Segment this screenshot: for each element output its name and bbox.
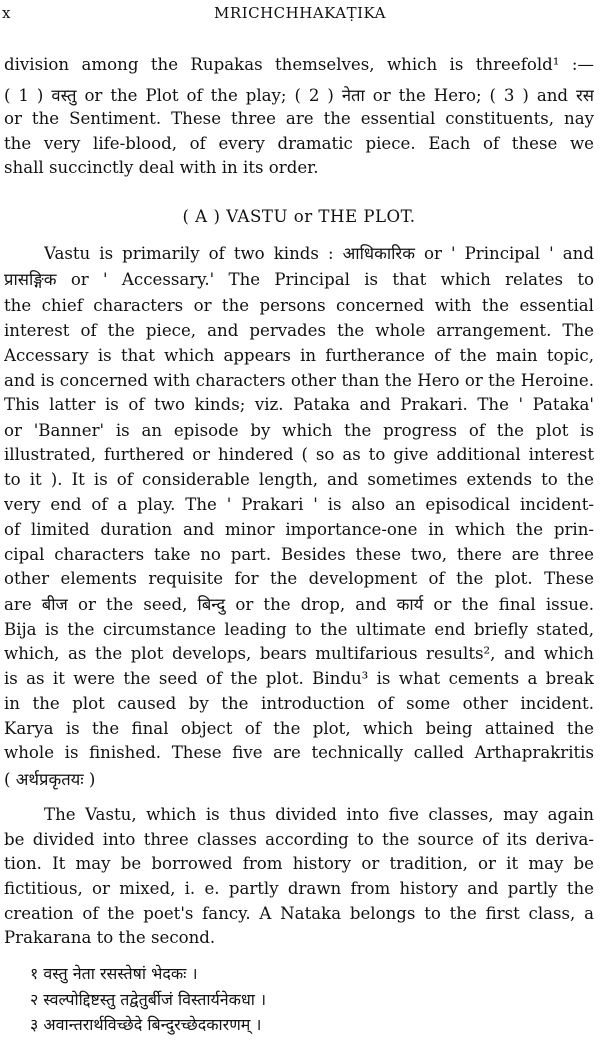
body-line: are बीज or the seed, बिन्दु or the drop, and कार्य or the final issue. — [4, 595, 594, 614]
body-line: cipal characters take no part. Besides these two, there are three — [4, 545, 594, 564]
footnote-1: १ वस्तु नेता रसस्तेषां भेदकः । — [30, 964, 198, 983]
body-line: ( 1 ) वस्तु or the Plot of the play; ( 2 ) नेता or the Hero; ( 3 ) and रस — [4, 86, 594, 105]
body-line: fictitious, or mixed, i. e. partly drawn from history and partly the — [4, 879, 594, 898]
body-line: other elements requisite for the development of the plot. These — [4, 569, 594, 588]
body-line: the chief characters or the persons concerned with the essential — [4, 296, 594, 315]
body-line: which, as the plot develops, bears multifarious results², and which — [4, 644, 594, 663]
body-line: Vastu is primarily of two kinds : आधिकारिक or ' Principal ' and — [44, 244, 594, 263]
body-line: is as it were the seed of the plot. Bindu³ is what cements a break — [4, 669, 594, 688]
body-line: whole is finished. These five are technically called Arthaprakritis — [4, 743, 594, 762]
body-line: The Vastu, which is thus divided into five classes, may again — [44, 805, 594, 824]
footnote-2: २ स्वल्पोद्दिष्टस्तु तद्वेतुर्बीजं विस्तार्यनेकधा । — [30, 990, 267, 1009]
footnote-3: ३ अवान्तरार्थविच्छेदे बिन्दुरच्छेदकारणम् । — [30, 1015, 262, 1034]
body-line: and is concerned with characters other than the Hero or the Heroine. — [4, 371, 594, 390]
body-line: Karya is the final object of the plot, which being attained the — [4, 719, 594, 738]
page-number: x — [2, 4, 11, 22]
body-line: interest of the piece, and pervades the whole arrangement. The — [4, 321, 594, 340]
body-line: be divided into three classes according to the source of its deriva- — [4, 830, 594, 849]
body-line: very end of a play. The ' Prakari ' is also an episodical incident- — [4, 495, 594, 514]
body-line: of limited duration and minor importance-one in which the prin- — [4, 520, 594, 539]
body-line: to it ). It is of considerable length, and sometimes extends to the — [4, 470, 594, 489]
body-line: Accessary is that which appears in furtherance of the main topic, — [4, 346, 594, 365]
page-header — [0, 4, 600, 26]
body-line: creation of the poet's fancy. A Nataka belongs to the first class, a — [4, 904, 594, 923]
body-line: ( अर्थप्रकृतयः ) — [4, 770, 96, 789]
running-title: MRICHCHHAKAṬIKA — [214, 4, 386, 22]
body-line: or 'Banner' is an episode by which the progress of the plot is — [4, 421, 594, 440]
body-line: division among the Rupakas themselves, which is threefold¹ :— — [4, 55, 594, 74]
section-heading: ( A ) VASTU or THE PLOT. — [182, 207, 416, 226]
body-line: This latter is of two kinds; viz. Pataka and Prakari. The ' Pataka' — [4, 395, 594, 414]
body-line: in the plot caused by the introduction of some other incident. — [4, 694, 594, 713]
body-line: Bija is the circumstance leading to the ultimate end briefly stated, — [4, 620, 594, 639]
body-line: प्रासङ्गिक or ' Accessary.' The Principal is that which relates to — [4, 270, 594, 289]
body-line: or the Sentiment. These three are the essential constituents, nay — [4, 109, 594, 128]
body-line: tion. It may be borrowed from history or tradition, or it may be — [4, 854, 594, 873]
body-line: shall succinctly deal with in its order. — [4, 158, 319, 177]
body-line: illustrated, furthered or hindered ( so as to give additional interest — [4, 445, 594, 464]
body-line: the very life-blood, of every dramatic piece. Each of these we — [4, 134, 594, 153]
body-line: Prakarana to the second. — [4, 928, 216, 947]
